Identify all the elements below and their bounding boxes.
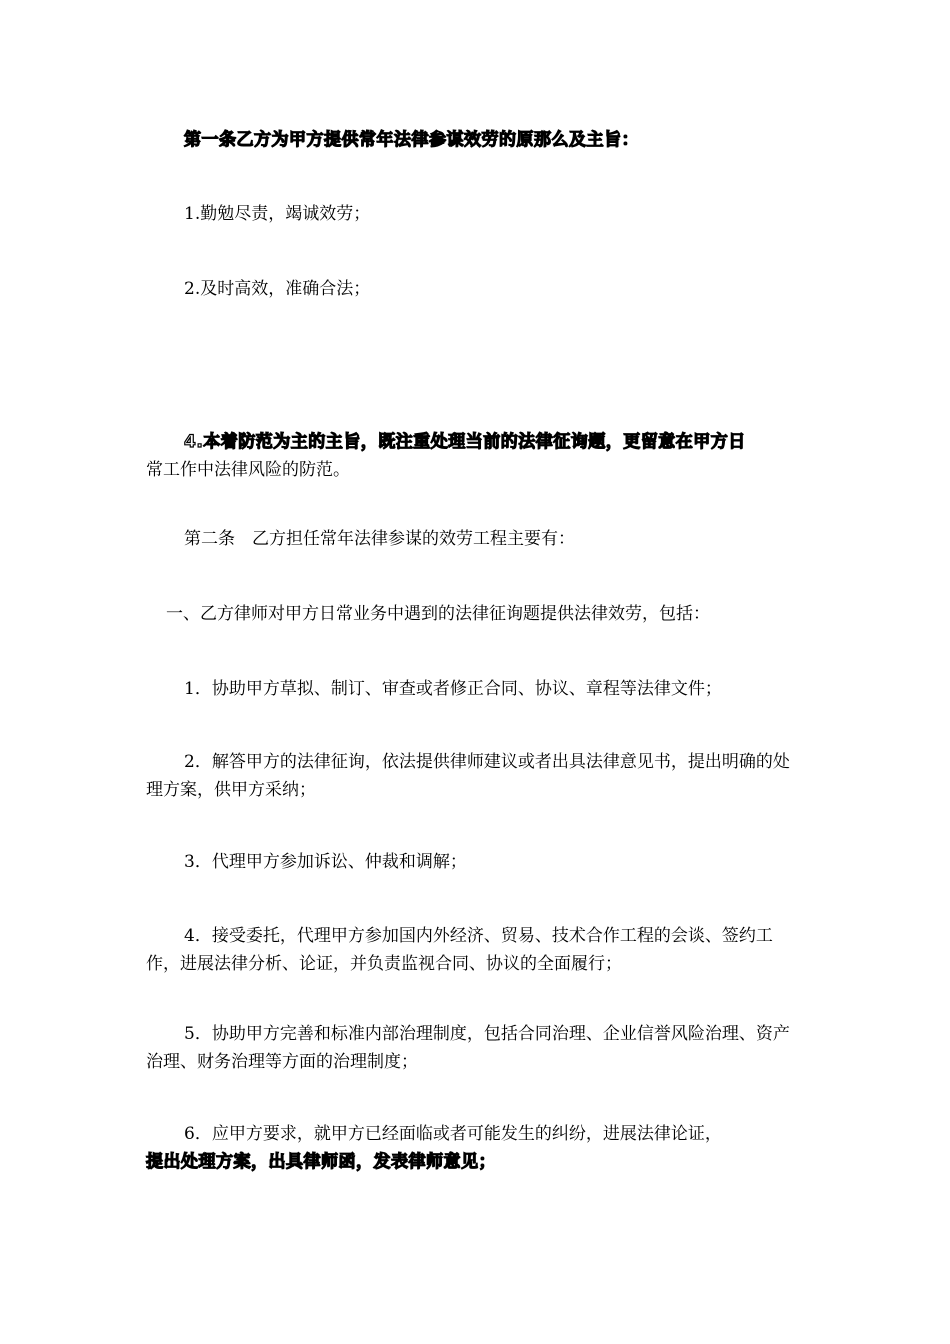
- article-2-heading: 第二条 乙方担任常年法律参谋的效劳工程主要有：: [184, 529, 575, 549]
- service-item-3: 3．代理甲方参加诉讼、仲裁和调解；: [184, 852, 467, 872]
- principle-4-line-2: 常工作中法律风险的防范。: [146, 460, 350, 480]
- service-item-6-line-1: 6．应甲方要求，就甲方已经面临或者可能发生的纠纷，进展法律论证，: [184, 1124, 722, 1144]
- article-1-heading: 第一条乙方为甲方提供常年法律参谋效劳的原那么及主旨：: [184, 130, 639, 150]
- service-item-4: 4．接受委托，代理甲方参加国内外经济、贸易、技术合作工程的会谈、签约工作，进展法律分析、论证，并负责监视合同、协议的全面履行；: [146, 926, 773, 974]
- principle-2: 2.及时高效，准确合法；: [184, 279, 371, 299]
- service-item-6-line-2: 提出处理方案，出具律师函，发表律师意见；: [146, 1152, 496, 1172]
- principle-4-line-1: 4.本着防范为主的主旨，既注重处理当前的法律征询题，更留意在甲方日: [184, 432, 746, 452]
- service-item-5: 5．协助甲方完善和标准内部治理制度，包括合同治理、企业信誉风险治理、资产治理、财务治理等方面的治理制度；: [146, 1024, 790, 1072]
- service-item-2: 2．解答甲方的法律征询，依法提供律师建议或者出具法律意见书，提出明确的处理方案，供甲方采纳；: [146, 752, 790, 800]
- principle-4: [146, 428, 796, 484]
- section-1-heading: 一、乙方律师对甲方日常业务中遇到的法律征询题提供法律效劳，包括：: [166, 604, 710, 624]
- principle-1: 1.勤勉尽责，竭诚效劳；: [184, 204, 371, 224]
- service-item-6: [146, 1120, 796, 1176]
- service-item-1: 1．协助甲方草拟、制订、审查或者修正合同、协议、章程等法律文件；: [184, 679, 722, 699]
